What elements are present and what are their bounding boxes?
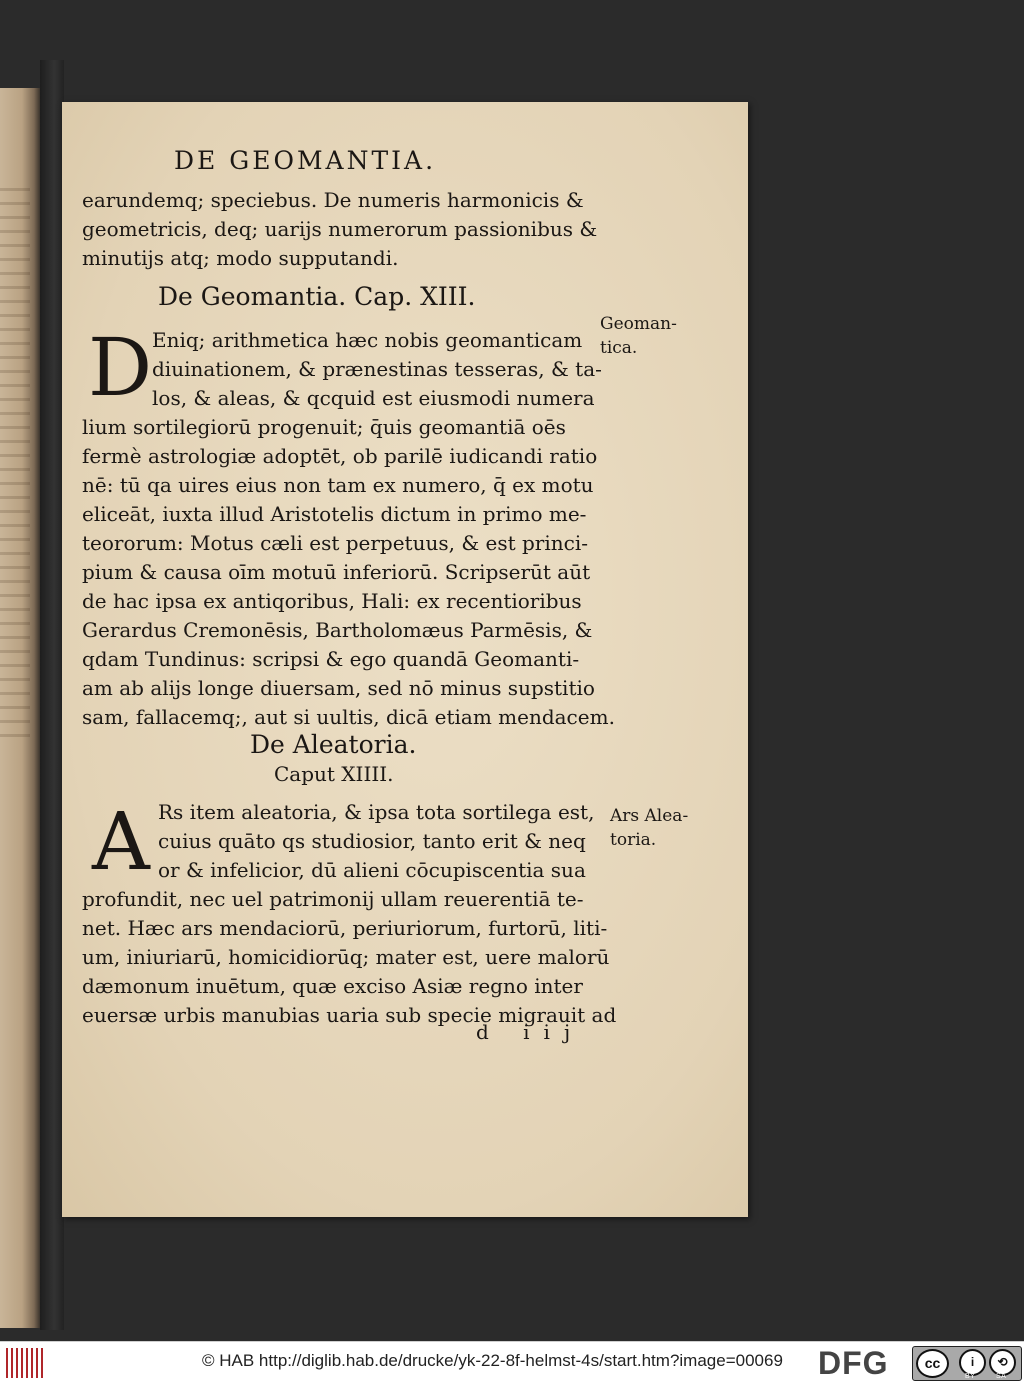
cc-by-sa-badge[interactable] bbox=[912, 1346, 1022, 1381]
dfg-logo: DFG bbox=[818, 1345, 889, 1381]
chapter-14-line: dæmonum inuētum, quæ exciso Asiæ regno inter bbox=[82, 974, 583, 998]
chapter-14-subheading: Caput XIIII. bbox=[274, 762, 394, 786]
chapter-14-line: or & infelicior, dū alieni cōcupiscentia sua bbox=[158, 858, 586, 882]
marginal-note-line: toria. bbox=[610, 830, 657, 850]
cc-icon: cc bbox=[916, 1349, 949, 1378]
copyright-link[interactable]: © HAB http://diglib.hab.de/drucke/yk-22-8f-helmst-4s/start.htm?image=00069 bbox=[202, 1351, 783, 1370]
chapter-14-line: Rs item aleatoria, & ipsa tota sortilega est, bbox=[158, 800, 595, 824]
by-label: BY bbox=[965, 1373, 976, 1380]
intro-line: earundemq; speciebus. De numeris harmonicis & bbox=[82, 188, 584, 212]
sa-label: SA bbox=[996, 1373, 1007, 1380]
chapter-13-line: qdam Tundinus: scripsi & ego quandā Geomanti- bbox=[82, 647, 580, 671]
chapter-13-heading: De Geomantia. Cap. XIII. bbox=[158, 282, 476, 311]
chapter-13-line: am ab alijs longe diuersam, sed nō minus supstitio bbox=[82, 676, 595, 700]
chapter-13-line: eliceāt, iuxta illud Aristotelis dictum in primo me- bbox=[82, 502, 587, 526]
chapter-13-line: teororum: Motus cæli est perpetuus, & est princi- bbox=[82, 531, 588, 555]
signature-mark: d iij bbox=[476, 1020, 585, 1044]
marginal-note-aleatoria bbox=[610, 804, 688, 852]
chapter-13-line: lium sortilegiorū progenuit; q̄uis geomantiā oēs bbox=[82, 415, 566, 439]
chapter-14-line: euersæ urbis manubias uaria sub specie migrauit ad bbox=[82, 1003, 617, 1027]
marginal-note-geomantica bbox=[600, 312, 677, 360]
running-head: DE GEOMANTIA. bbox=[174, 146, 437, 175]
chapter-14-line: cuius quāto qs studiosior, tanto erit & neq bbox=[158, 829, 586, 853]
chapter-13-line: de hac ipsa ex antiqoribus, Hali: ex recentioribus bbox=[82, 589, 582, 613]
footer-bar bbox=[0, 1341, 1024, 1383]
chapter-14-line: profundit, nec uel patrimonij ullam reuerentiā te- bbox=[82, 887, 584, 911]
drop-cap-a: A bbox=[92, 795, 150, 888]
chapter-13-line: los, & aleas, & qcquid est eiusmodi numera bbox=[152, 386, 595, 410]
chapter-13-line: pium & causa oīm motuū inferiorū. Scripserūt aūt bbox=[82, 560, 591, 584]
sa-icon: ⟲ bbox=[989, 1349, 1016, 1376]
marginal-note-line: Geoman- bbox=[600, 314, 677, 334]
previous-page-text-shadow bbox=[0, 188, 30, 748]
chapter-14-heading: De Aleatoria. bbox=[250, 730, 417, 759]
chapter-13-line: sam, fallacemq;, aut si uultis, dicā etiam mendacem. bbox=[82, 705, 615, 729]
book-page bbox=[62, 102, 748, 1217]
book-spine bbox=[40, 60, 64, 1330]
chapter-13-line: Eniq; arithmetica hæc nobis geomanticam bbox=[152, 328, 583, 352]
intro-line: minutijs atq; modo supputandi. bbox=[82, 246, 399, 270]
by-icon: i bbox=[959, 1349, 986, 1376]
drop-cap-d: D bbox=[88, 321, 153, 414]
chapter-13-line: nē: tū qa uires eius non tam ex numero, q̄ ex motu bbox=[82, 473, 594, 497]
marginal-note-line: Ars Alea- bbox=[610, 806, 689, 826]
chapter-13-line: fermè astrologiæ adoptēt, ob parilē iudicandi ratio bbox=[82, 444, 598, 468]
previous-page-edge bbox=[0, 88, 40, 1328]
chapter-13-line: Gerardus Cremonēsis, Bartholomæus Parmēsis, & bbox=[82, 618, 593, 642]
intro-line: geometricis, deq; uarijs numerorum passionibus & bbox=[82, 217, 598, 241]
hab-barcode-logo bbox=[6, 1348, 44, 1378]
chapter-14-line: um, iniuriarū, homicidiorūq; mater est, uere malorū bbox=[82, 945, 610, 969]
chapter-13-line: diuinationem, & prænestinas tesseras, & ta- bbox=[152, 357, 602, 381]
marginal-note-line: tica. bbox=[600, 338, 638, 358]
chapter-14-line: net. Hæc ars mendaciorū, periuriorum, furtorū, liti- bbox=[82, 916, 608, 940]
